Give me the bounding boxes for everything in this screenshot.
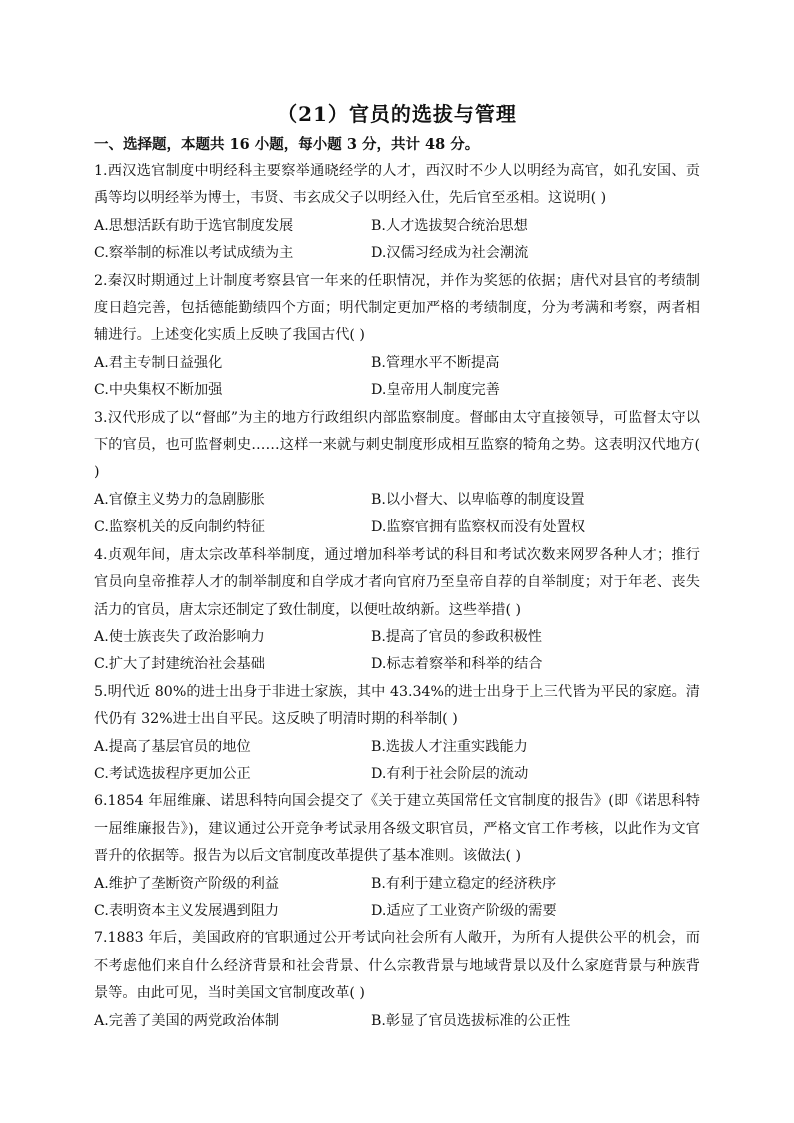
question-stem: 7.1883 年后，美国政府的官职通过公开考试向社会所有人敞开，为所有人提供公平的机会，而不考虑他们来自什么经济背景和社会背景、什么宗教背景与地域背景以及什么家庭背景与种族背景等。由此可见，当时美国文官制度改革( ): [94, 930, 700, 1002]
option-c: C.扩大了封建统治社会基础: [94, 656, 265, 673]
option-list: [94, 734, 700, 789]
option-a: A.官僚主义势力的急剧膨胀: [94, 491, 265, 508]
option-d: D.监察官拥有监察权而没有处置权: [371, 519, 586, 536]
question-3: [94, 405, 700, 542]
option-b: B.人才选拔契合统治思想: [371, 217, 528, 234]
option-list: [94, 624, 700, 679]
option-d: D.皇帝用人制度完善: [371, 382, 500, 399]
option-c: C.监察机关的反向制约特征: [94, 519, 265, 536]
option-b: B.管理水平不断提高: [371, 354, 500, 371]
question-stem: 1.西汉选官制度中明经科主要察举通晓经学的人才，西汉时不少人以明经为高官，如孔安国、贡禹等均以明经举为博士，韦贤、韦玄成父子以明经入仕，先后官至丞相。这说明( ): [94, 163, 700, 207]
question-1: [94, 158, 700, 268]
question-7: [94, 925, 700, 1035]
option-b: B.彰显了官员选拔标准的公正性: [371, 1012, 571, 1029]
question-stem: 6.1854 年屈维廉、诺思科特向国会提交了《关于建立英国常任文官制度的报告》(即《诺思科特一屈维廉报告》)，建议通过公开竞争考试录用各级文职官员，严格文官工作考核，以此作为文官晋升的依据等。报告为以后文官制度改革提供了基本准则。该做法( ): [94, 793, 700, 865]
option-d: D.有利于社会阶层的流动: [371, 765, 529, 782]
option-a: A.提高了基层官员的地位: [94, 738, 251, 755]
option-a: A.思想活跃有助于选官制度发展: [94, 217, 294, 234]
option-d: D.标志着察举和科举的结合: [371, 656, 543, 673]
option-a: A.维护了垄断资产阶级的利益: [94, 875, 280, 892]
option-b: B.选拔人才注重实践能力: [371, 738, 528, 755]
option-b: B.以小督大、以卑临尊的制度设置: [371, 491, 585, 508]
option-a: A.使士族丧失了政治影响力: [94, 628, 265, 645]
question-stem: 3.汉代形成了以“督邮”为主的地方行政组织内部监察制度。督邮由太守直接领导，可监督太守以下的官员，也可监督刺史……这样一来就与刺史制度形成相互监察的犄角之势。这表明汉代地方( ): [94, 409, 700, 481]
option-a: A.完善了美国的两党政治体制: [94, 1012, 280, 1029]
question-list: [94, 158, 700, 1035]
question-2: [94, 268, 700, 405]
option-d: D.汉儒习经成为社会潮流: [371, 245, 529, 262]
option-b: B.提高了官员的参政积极性: [371, 628, 542, 645]
option-d: D.适应了工业资产阶级的需要: [371, 902, 557, 919]
option-b: B.有利于建立稳定的经济秩序: [371, 875, 557, 892]
option-list: [94, 213, 700, 268]
question-stem: 4.贞观年间，唐太宗改革科举制度，通过增加科举考试的科目和考试次数来网罗各种人才；推行官员向皇帝推荐人才的制举制度和自学成才者向官府乃至皇帝自荐的自举制度；对于年老、丧失活力的官员，唐太宗还制定了致仕制度，以便吐故纳新。这些举措( ): [94, 546, 700, 618]
question-6: [94, 788, 700, 925]
option-c: C.中央集权不断加强: [94, 382, 223, 399]
option-c: C.考试选拔程序更加公正: [94, 765, 251, 782]
option-list: [94, 871, 700, 926]
option-list: [94, 1008, 700, 1035]
section-heading: 一、选择题，本题共 16 小题，每小题 3 分，共计 48 分。: [94, 136, 480, 153]
option-c: C.察举制的标准以考试成绩为主: [94, 245, 294, 262]
option-list: [94, 487, 700, 542]
option-a: A.君主专制日益强化: [94, 354, 223, 371]
question-stem: 2.秦汉时期通过上计制度考察县官一年来的任职情况，并作为奖惩的依据；唐代对县官的考绩制度日趋完善，包括德能勤绩四个方面；明代制定更加严格的考绩制度，分为考满和考察，两者相辅进行。上述变化实质上反映了我国古代( ): [94, 272, 700, 344]
question-stem: 5.明代近 80%的进士出身于非进士家族，其中 43.34%的进士出身于上三代皆为平民的家庭。清代仍有 32%进士出自平民。这反映了明清时期的科举制( ): [94, 683, 700, 728]
option-list: [94, 350, 700, 405]
option-c: C.表明资本主义发展遇到阻力: [94, 902, 280, 919]
question-4: [94, 542, 700, 679]
question-5: [94, 679, 700, 789]
page-title: （21）官员的选拔与管理: [277, 102, 517, 126]
